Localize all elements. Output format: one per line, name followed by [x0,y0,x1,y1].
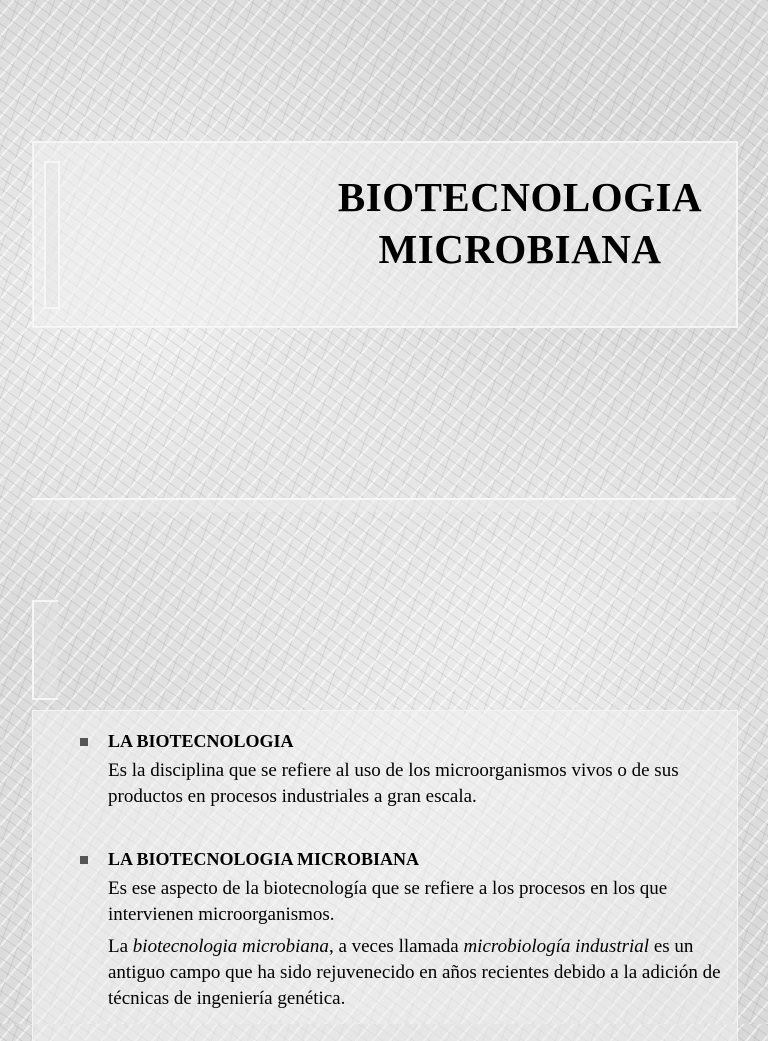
title-panel-marker [44,161,60,309]
bullet-rich-paragraph [108,934,730,1012]
bullet-heading: LA BIOTECNOLOGIA MICROBIANA [108,849,420,869]
text-segment: es un antiguo campo que ha sido rejuvenecido en años recientes debido a la adición de técnicas de ingeniería genética. [108,936,721,1009]
square-bullet-icon [80,856,88,864]
square-bullet-icon [80,738,88,746]
content-slide [0,512,768,1024]
content-panel-marker [32,600,58,700]
bullet-item-biotecnologia [80,728,730,816]
bullet-heading: LA BIOTECNOLOGIA [108,731,294,751]
bullet-body [108,758,730,810]
bullet-paragraph: Es la disciplina que se refiere al uso de los microorganismos vivos o de sus productos en procesos industriales a gran escala. [108,760,679,807]
bullet-paragraph: Es ese aspecto de la biotecnología que se refiere a los procesos en los que intervienen microorganismos. [108,878,668,925]
bullet-body [108,876,730,1012]
title-line-2: MICROBIANA [378,226,662,272]
title-line-1: BIOTECNOLOGIA [337,174,703,220]
text-segment: La [108,936,133,957]
slide-title [310,171,730,275]
title-slide [0,0,768,512]
italic-term: biotecnologia microbiana [132,936,329,957]
slide-divider [32,498,736,512]
text-segment: , a veces llamada [328,936,464,957]
bullet-item-biotecnologia-microbiana [80,846,730,1018]
italic-term: microbiología industrial [463,936,650,957]
